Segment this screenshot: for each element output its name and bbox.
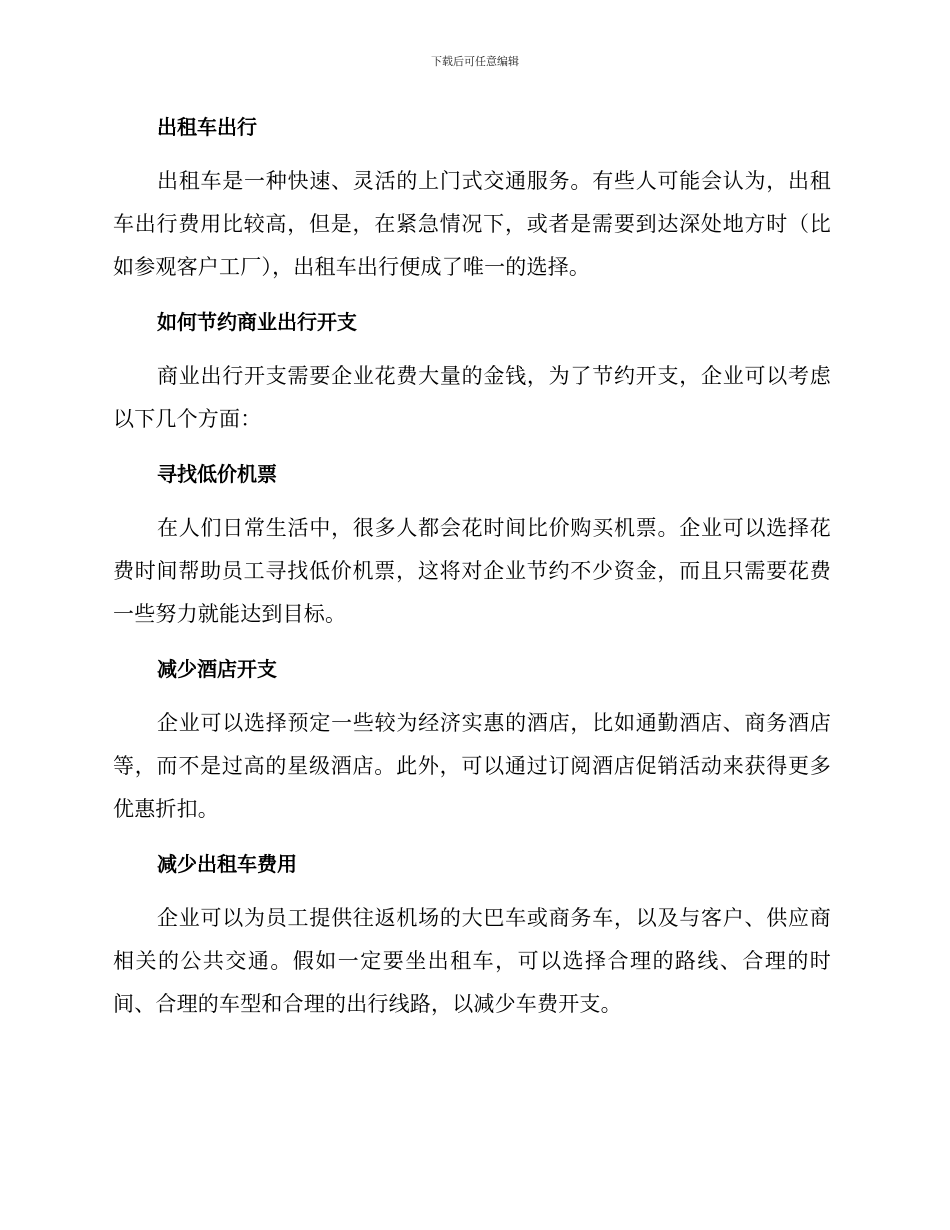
section-reduce-taxi-costs <box>113 843 831 1026</box>
section-paragraph: 企业可以选择预定一些较为经济实惠的酒店，比如通勤酒店、商务酒店等，而不是过高的星级酒店。此外，可以通过订阅酒店促销活动来获得更多优惠折扣。 <box>113 711 831 821</box>
section-reduce-hotel-costs <box>113 648 831 831</box>
section-taxi-travel <box>113 106 831 289</box>
section-heading: 出租车出行 <box>157 115 257 139</box>
section-paragraph: 出租车是一种快速、灵活的上门式交通服务。有些人可能会认为，出租车出行费用比较高，但是，在紧急情况下，或者是需要到达深处地方时（比如参观客户工厂），出租车出行便成了唯一的选择。 <box>113 169 831 279</box>
section-heading: 如何节约商业出行开支 <box>157 310 357 334</box>
section-heading: 减少出租车费用 <box>157 852 297 876</box>
section-heading: 减少酒店开支 <box>157 657 277 681</box>
section-cheap-flights <box>113 453 831 636</box>
section-paragraph: 在人们日常生活中，很多人都会花时间比价购买机票。企业可以选择花费时间帮助员工寻找低价机票，这将对企业节约不少资金，而且只需要花费一些努力就能达到目标。 <box>113 516 831 626</box>
document-body <box>113 106 831 1038</box>
section-paragraph: 商业出行开支需要企业花费大量的金钱，为了节约开支，企业可以考虑以下几个方面： <box>113 364 831 431</box>
page-header: 下载后可任意编辑 <box>431 55 519 68</box>
section-paragraph: 企业可以为员工提供往返机场的大巴车或商务车，以及与客户、供应商相关的公共交通。假如一定要坐出租车，可以选择合理的路线、合理的时间、合理的车型和合理的出行线路，以减少车费开支。 <box>113 906 831 1016</box>
section-heading: 寻找低价机票 <box>157 462 277 486</box>
section-save-business-travel <box>113 301 831 441</box>
